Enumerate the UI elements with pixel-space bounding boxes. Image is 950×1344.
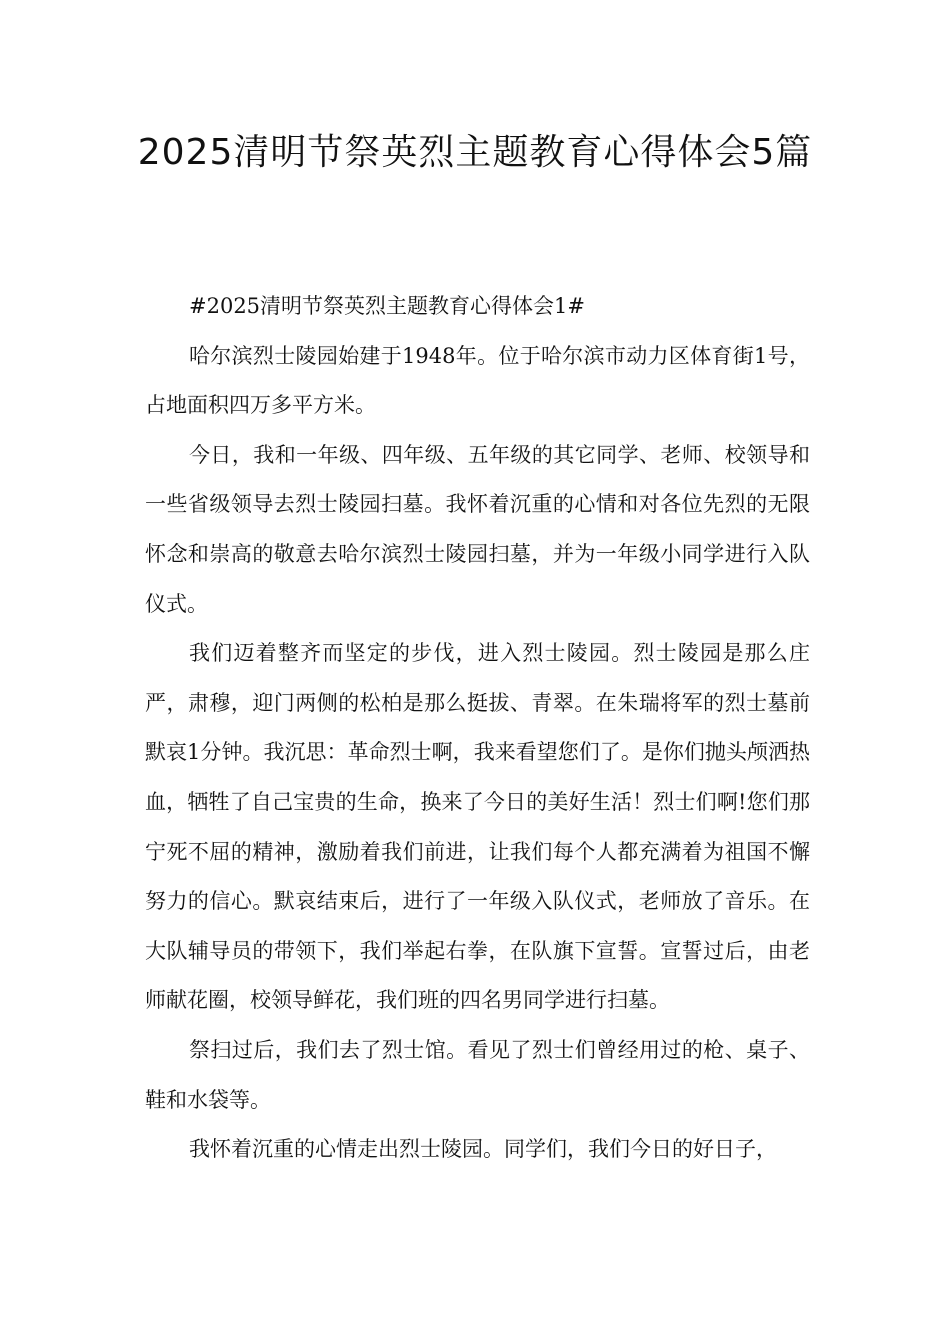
paragraph-5: 我怀着沉重的心情走出烈士陵园。同学们，我们今日的好日子， bbox=[189, 1137, 777, 1162]
paragraph-3: 我们迈着整齐而坚定的步伐，进入烈士陵园。烈士陵园是那么庄严，肃穆，迎门两侧的松柏是那么挺拔、青翠。在朱瑞将军的烈士墓前默哀1分钟。我沉思：革命烈士啊，我来看望您们了。是你们抛头颅洒热血，牺牲了自己宝贵的生命，换来了今日的美好生活！烈士们啊!您们那宁死不屈的精神，激励着我们前进，让我们每个人都充满着为祖国不懈努力的信心。默哀结束后，进行了一年级入队仪式，老师放了音乐。在大队辅导员的带领下，我们举起右拳，在队旗下宣誓。宣誓过后，由老师献花圈，校领导鲜花，我们班的四名男同学进行扫墓。 bbox=[145, 641, 810, 1013]
document-title: 2025清明节祭英烈主题教育心得体会5篇 bbox=[137, 132, 813, 173]
section-heading: #2025清明节祭英烈主题教育心得体会1# bbox=[189, 294, 585, 318]
paragraph-2: 今日，我和一年级、四年级、五年级的其它同学、老师、校领导和一些省级领导去烈士陵园扫墓。我怀着沉重的心情和对各位先烈的无限怀念和崇高的敬意去哈尔滨烈士陵园扫墓，并为一年级小同学进行入队仪式。 bbox=[145, 442, 810, 616]
paragraph-4: 祭扫过后，我们去了烈士馆。看见了烈士们曾经用过的枪、桌子、鞋和水袋等。 bbox=[145, 1037, 810, 1112]
paragraph-1: 哈尔滨烈士陵园始建于1948年。位于哈尔滨市动力区体育街1号，占地面积四万多平方米。 bbox=[145, 343, 810, 418]
document-body bbox=[145, 282, 810, 1175]
